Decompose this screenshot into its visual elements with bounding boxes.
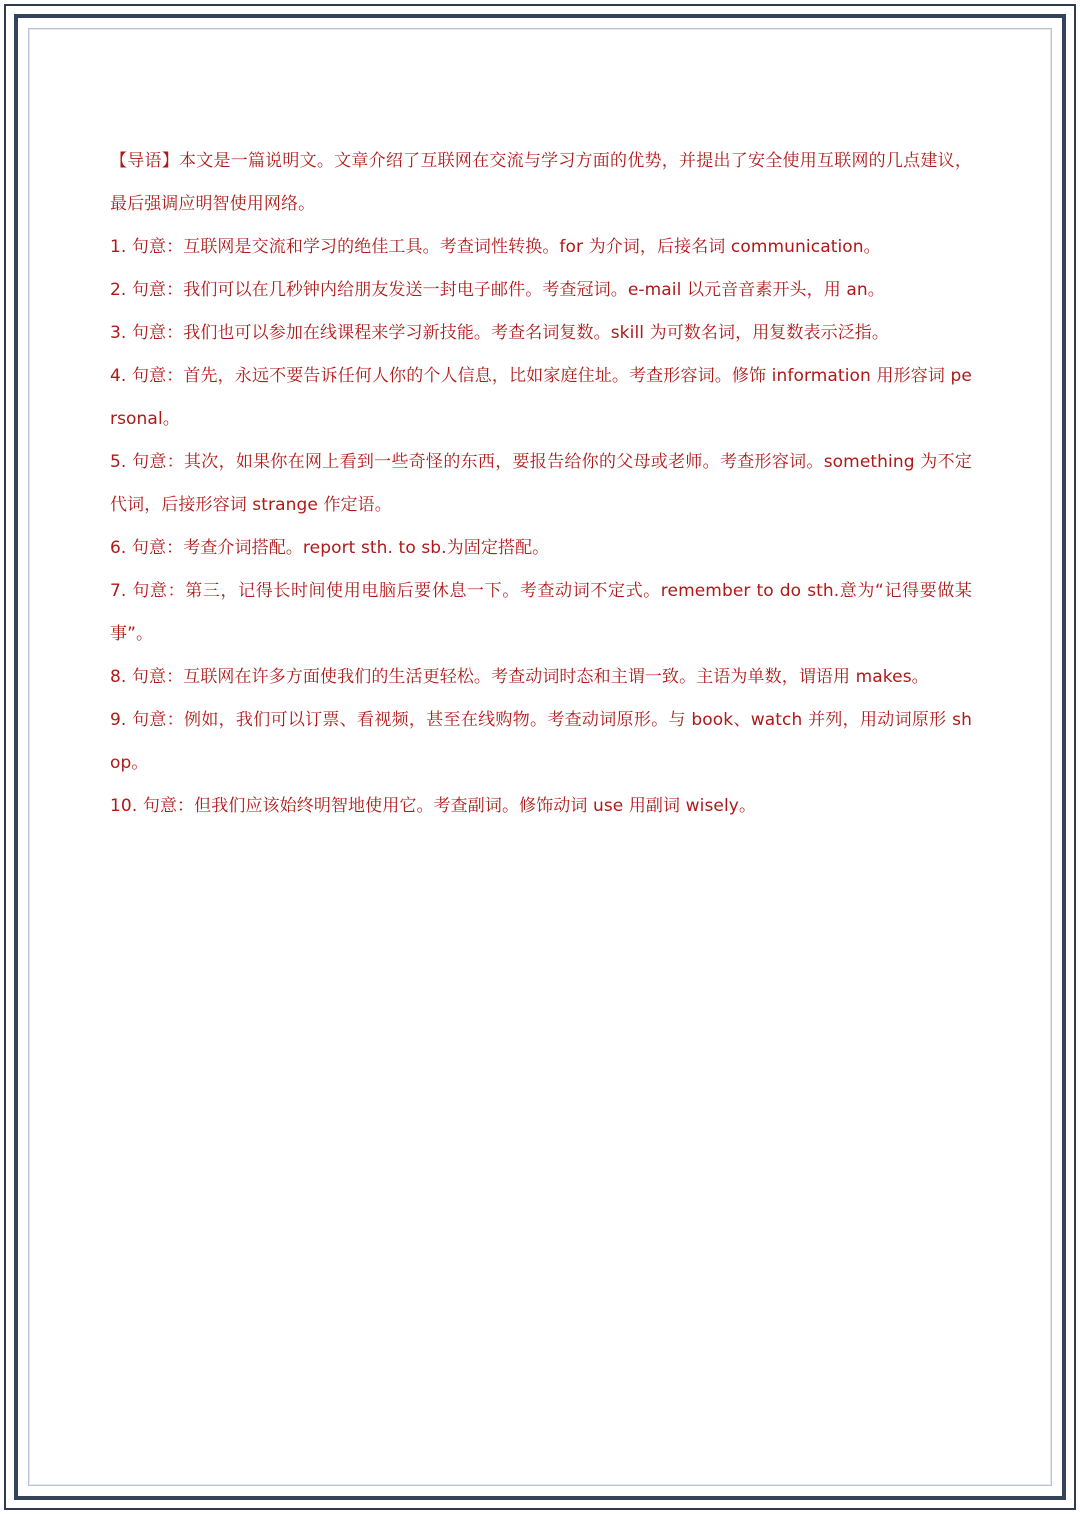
explanation-item-1: 1. 句意：互联网是交流和学习的绝佳工具。考查词性转换。for 为介词，后接名词 communication。 (110, 237, 881, 257)
explanation-item-3: 3. 句意：我们也可以参加在线课程来学习新技能。考查名词复数。skill 为可数名词，用复数表示泛指。 (110, 323, 889, 343)
explanation-item-2: 2. 句意：我们可以在几秒钟内给朋友发送一封电子邮件。考查冠词。e-mail 以元音音素开头，用 an。 (110, 280, 885, 300)
intro-paragraph: 【导语】本文是一篇说明文。文章介绍了互联网在交流与学习方面的优势，并提出了安全使用互联网的几点建议，最后强调应明智使用网络。 (110, 151, 972, 214)
answer-explanation (110, 140, 972, 828)
explanation-item-10: 10. 句意：但我们应该始终明智地使用它。考查副词。修饰动词 use 用副词 wisely。 (110, 796, 757, 816)
explanation-item-9: 9. 句意：例如，我们可以订票、看视频，甚至在线购物。考查动词原形。与 book、watch 并列，用动词原形 shop。 (110, 710, 972, 773)
explanation-item-6: 6. 句意：考查介词搭配。report sth. to sb.为固定搭配。 (110, 538, 550, 558)
explanation-item-4: 4. 句意：首先，永远不要告诉任何人你的个人信息，比如家庭住址。考查形容词。修饰 information 用形容词 personal。 (110, 366, 972, 429)
explanation-item-7: 7. 句意：第三，记得长时间使用电脑后要休息一下。考查动词不定式。remember to do sth.意为“记得要做某事”。 (110, 581, 972, 644)
explanation-item-8: 8. 句意：互联网在许多方面使我们的生活更轻松。考查动词时态和主谓一致。主语为单数，谓语用 makes。 (110, 667, 929, 687)
explanation-item-5: 5. 句意：其次，如果你在网上看到一些奇怪的东西，要报告给你的父母或老师。考查形容词。something 为不定代词，后接形容词 strange 作定语。 (110, 452, 972, 515)
